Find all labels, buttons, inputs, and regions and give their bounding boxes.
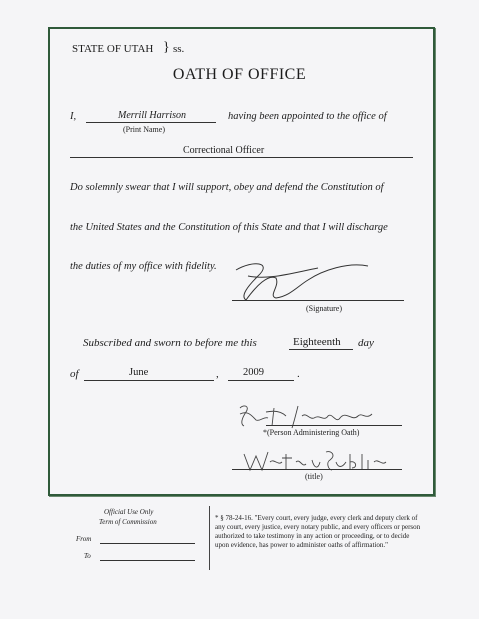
sworn-day-line: [289, 349, 353, 350]
sworn-of-label: of: [70, 368, 79, 380]
sworn-day-value: Eighteenth: [293, 336, 341, 348]
document-title: OATH OF OFFICE: [172, 66, 307, 83]
to-line: [100, 560, 195, 561]
appointee-signature: [228, 256, 378, 304]
signature-caption: (Signature): [306, 304, 342, 313]
sworn-day-label: day: [358, 337, 374, 349]
office-line: [70, 157, 413, 158]
statute-text: * § 78-24-16. "Every court, every judge, every clerk and deputy clerk of any court, every justice, every notary public, and every officers or person authorized to take testimony in any action or proceeding, or to decide upon evidence, has power to administer oaths of affirmation.": [215, 514, 421, 549]
title-signature: [240, 448, 390, 474]
oath-line-1: Do solemnly swear that I will support, obey and defend the Constitution of: [70, 182, 384, 193]
term-label: Term of Commission: [99, 518, 157, 526]
state-label: STATE OF UTAH: [72, 43, 154, 55]
print-name-caption: (Print Name): [123, 125, 165, 134]
footer-divider: [209, 506, 210, 570]
appointment-prefix: I,: [70, 111, 77, 122]
appointment-suffix: having been appointed to the office of: [228, 111, 387, 122]
to-label: To: [84, 552, 91, 560]
print-name-line: [86, 122, 216, 123]
sworn-text: Subscribed and sworn to before me this: [83, 337, 257, 349]
appointee-name: Merrill Harrison: [118, 110, 187, 121]
sworn-year-line: [228, 380, 294, 381]
official-use-label: Official Use Only: [104, 508, 154, 516]
from-label: From: [76, 535, 92, 543]
ss-label: ss.: [173, 43, 185, 55]
signature-line: [232, 300, 404, 301]
from-line: [100, 543, 195, 544]
administrator-caption: *(Person Administering Oath): [263, 428, 360, 437]
state-brace: }: [163, 40, 170, 55]
title-line: [232, 469, 402, 470]
administrator-line: [266, 425, 402, 426]
title-caption: (title): [305, 472, 323, 481]
sworn-period: .: [297, 368, 300, 380]
oath-line-3: the duties of my office with fidelity.: [70, 261, 217, 272]
sworn-comma: ,: [216, 368, 219, 380]
sworn-month: June: [129, 367, 149, 378]
sworn-month-line: [84, 380, 214, 381]
sworn-year: 2009: [243, 367, 264, 378]
oath-line-2: the United States and the Constitution of this State and that I will discharge: [70, 222, 388, 233]
office-title: Correctional Officer: [183, 145, 265, 156]
